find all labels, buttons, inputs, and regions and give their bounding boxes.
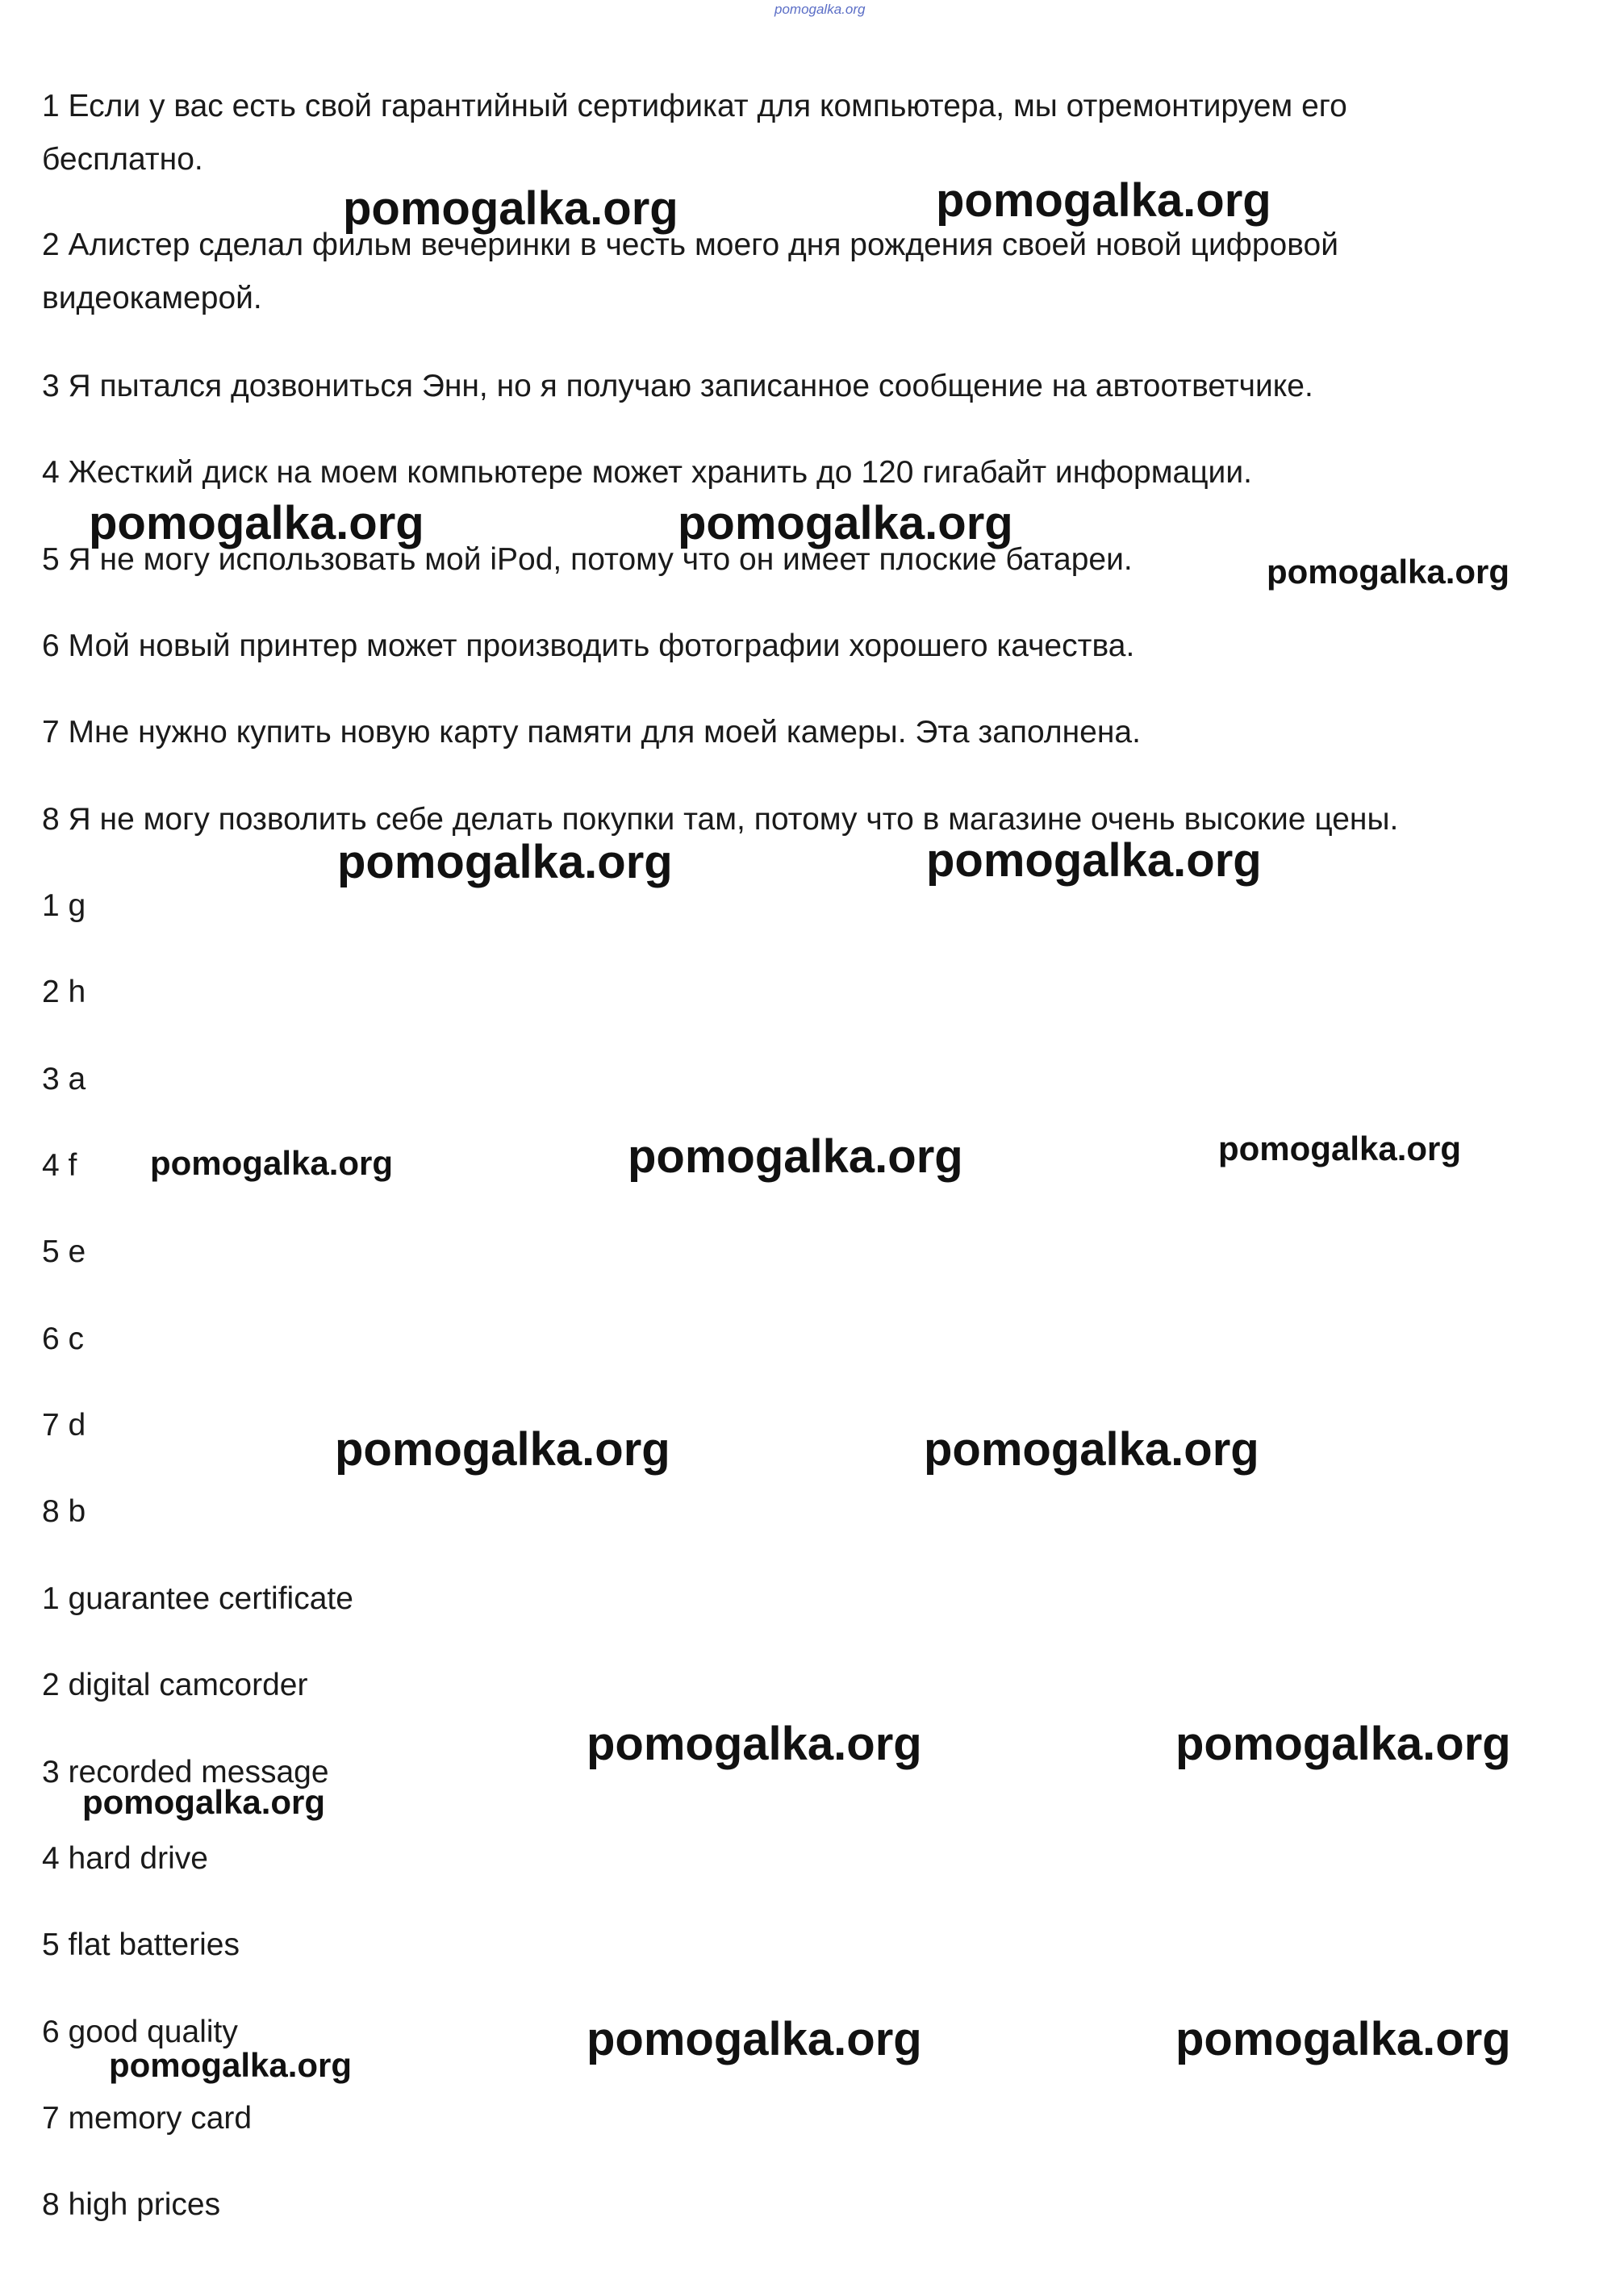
phrase-8: 8 high prices [42,2187,221,2222]
phrase-5: 5 flat batteries [42,1927,240,1962]
watermark: pomogalka.org [1175,2013,1511,2065]
phrase-7: 7 memory card [42,2101,253,2136]
watermark: pomogalka.org [1267,553,1510,591]
header-watermark: pomogalka.org [774,2,866,17]
watermark: pomogalka.org [587,2013,922,2065]
watermark: pomogalka.org [628,1130,963,1183]
watermark: pomogalka.org [587,1718,922,1770]
watermark: pomogalka.org [335,1423,670,1476]
watermark: pomogalka.org [936,174,1271,227]
match-6: 6 c [42,1322,85,1356]
watermark: pomogalka.org [1218,1130,1462,1167]
translation-6: 6 Мой новый принтер может производить фотографии хорошего качества. [42,629,1135,663]
translation-2-line-1: 2 Алистер сделал фильм вечеринки в честь моего дня рождения своей новой цифровой [42,228,1338,262]
watermark: pomogalka.org [150,1144,394,1182]
match-2: 2 h [42,975,86,1009]
phrase-3: 3 recorded message [42,1755,329,1789]
watermark: pomogalka.org [678,497,1013,549]
phrase-1: 1 guarantee certificate [42,1581,353,1616]
match-3: 3 a [42,1062,86,1096]
match-8: 8 b [42,1494,86,1529]
translation-1-line-2: бесплатно. [42,142,203,177]
watermark: pomogalka.org [337,836,673,888]
phrase-6: 6 good quality [42,2015,238,2049]
watermark: pomogalka.org [926,834,1262,887]
translation-5: 5 Я не могу использовать мой iPod, потому что он имеет плоские батареи. [42,542,1133,577]
match-5: 5 e [42,1234,86,1269]
match-1: 1 g [42,888,86,923]
translation-7: 7 Мне нужно купить новую карту памяти для моей камеры. Эта заполнена. [42,715,1141,750]
translation-1-line-1: 1 Если у вас есть свой гарантийный сертификат для компьютера, мы отремонтируем его [42,89,1347,123]
match-7: 7 d [42,1408,86,1443]
phrase-2: 2 digital camcorder [42,1668,308,1702]
watermark: pomogalka.org [82,1783,326,1821]
translation-3: 3 Я пытался дозвониться Энн, но я получаю записанное сообщение на автоответчике. [42,369,1313,403]
watermark: pomogalka.org [343,182,678,235]
translation-8: 8 Я не могу позволить себе делать покупки там, потому что в магазине очень высокие цены. [42,802,1399,837]
watermark: pomogalka.org [89,497,424,549]
watermark: pomogalka.org [1175,1718,1511,1770]
watermark: pomogalka.org [109,2046,353,2084]
phrase-4: 4 hard drive [42,1841,208,1876]
translation-2-line-2: видеокамерой. [42,281,262,315]
translation-4: 4 Жесткий диск на моем компьютере может хранить до 120 гигабайт информации. [42,455,1252,490]
watermark: pomogalka.org [924,1423,1259,1476]
match-4: 4 f [42,1148,77,1183]
